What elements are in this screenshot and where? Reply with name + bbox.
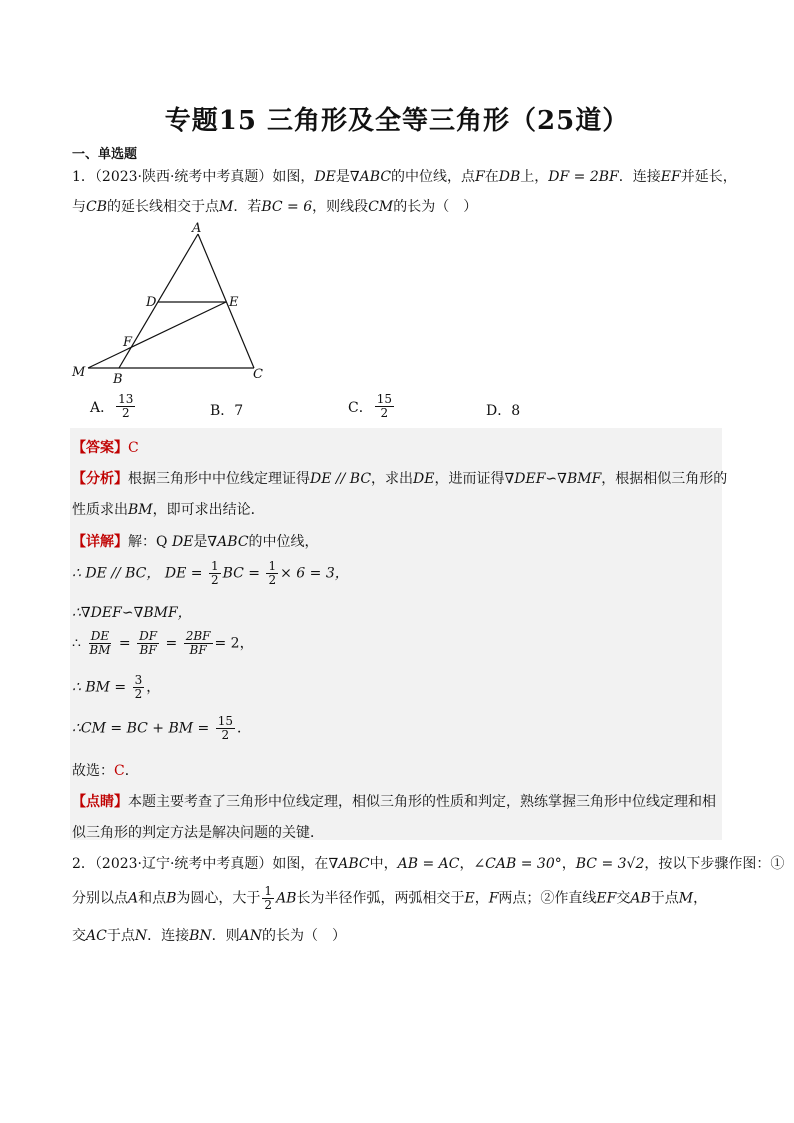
analysis-tag: 【分析】 [72, 471, 128, 487]
text: ， [459, 856, 474, 872]
choice-b [210, 400, 243, 420]
denominator: 2 [121, 406, 130, 420]
math: ∴ DE // BC， [72, 565, 161, 582]
numerator: 3 [134, 673, 143, 687]
analysis-line-2 [72, 499, 265, 519]
math: DE // BC [310, 471, 372, 487]
denominator: BF [189, 643, 207, 657]
detail-line-5 [72, 674, 160, 701]
fraction [209, 560, 221, 587]
answer-line [72, 437, 139, 457]
math: ， [146, 679, 161, 696]
fraction [375, 393, 394, 420]
text: 中， [369, 856, 398, 872]
math: EF [596, 890, 617, 907]
segment-me [88, 302, 226, 368]
detail-tag: 【详解】 [72, 534, 128, 550]
fraction [87, 630, 112, 657]
text: 上， [520, 169, 549, 185]
numerator: 1 [264, 884, 273, 898]
text: 是 [193, 534, 208, 550]
text: 并延长， [680, 169, 737, 185]
fraction [216, 715, 235, 742]
text: 分别以点 [72, 890, 128, 907]
fraction [133, 674, 145, 701]
fraction [262, 885, 274, 912]
label-m: M [72, 365, 86, 380]
denominator: BF [139, 643, 157, 657]
text: 的中位线，点 [391, 169, 476, 185]
fraction [266, 560, 278, 587]
math: F [475, 169, 485, 185]
label-c: C [253, 367, 263, 382]
section-heading: 一、单选题 [72, 147, 138, 162]
detail-line-3: ∴∇DEF∽∇BMF， [72, 605, 192, 621]
choice-label: D．8 [486, 403, 521, 419]
math: AB [630, 890, 651, 907]
text: ， [561, 856, 576, 872]
text: ， [693, 890, 708, 907]
math: CB [86, 199, 107, 215]
text: 交 [72, 928, 86, 944]
fraction [184, 630, 213, 657]
math: M [678, 890, 694, 907]
text: 是 [335, 169, 350, 185]
math: ∇ABC [328, 856, 370, 872]
choice-label: B．7 [210, 403, 244, 419]
denominator: 2 [380, 406, 389, 420]
math: M [219, 199, 234, 215]
math: ∴CM = BC + BM = [72, 720, 210, 737]
choice-a [90, 393, 137, 420]
math: ∇ABC [349, 169, 392, 185]
text: ．连接 [618, 169, 661, 185]
math: × 6 = 3， [280, 565, 349, 582]
math: Q [156, 534, 168, 550]
denominator: 2 [210, 573, 219, 587]
text: 长为半径作弧，两弧相交于 [296, 890, 465, 907]
math: B [166, 890, 177, 907]
math: = 2， [214, 635, 254, 652]
comment-line-2: 似三角形的判定方法是解决问题的关键． [72, 825, 324, 841]
label-b: B [113, 372, 123, 387]
fraction [116, 393, 135, 420]
q1-text-line-2 [72, 196, 477, 216]
numerator: DF [139, 629, 158, 643]
math: AN [239, 928, 262, 944]
fraction [137, 630, 159, 657]
text: 故选： [72, 763, 114, 779]
text: 交 [616, 890, 631, 907]
choice-c [348, 393, 396, 420]
numerator: 1 [268, 559, 277, 573]
text: 的中位线， [248, 534, 319, 550]
text: ，进而证得 [434, 471, 505, 487]
text: 的长为（ ） [393, 199, 478, 215]
text: ，求出 [371, 471, 414, 487]
numerator: 13 [118, 392, 134, 406]
text: ．则 [211, 928, 240, 944]
text: 本题主要考查了三角形中位线定理，相似三角形的性质和判定，熟练掌握三角形中位线定理和相 [128, 794, 716, 810]
text: 性质求出 [72, 502, 128, 518]
math: DE [314, 169, 336, 185]
numerator: 15 [217, 714, 234, 728]
math: A [128, 890, 139, 907]
math: F [488, 890, 499, 907]
text: 与 [72, 199, 86, 215]
math: DB [498, 169, 521, 185]
denominator: BM [89, 643, 111, 657]
label-d: D [146, 295, 157, 310]
denominator: 2 [268, 573, 277, 587]
text: 2．（2023·辽宁·统考中考真题）如图，在 [72, 856, 329, 872]
choice-label: A． [90, 399, 115, 416]
math: BM [128, 502, 153, 518]
math: BN [189, 928, 212, 944]
text: ，根据相似三角形的 [601, 471, 728, 487]
text: 的延长线相交于点 [107, 199, 219, 215]
text: ．若 [233, 199, 262, 215]
math: DE [171, 534, 194, 550]
detail-line-2 [72, 560, 349, 587]
q2-text-line-1 [72, 853, 784, 873]
choice-label: C． [348, 399, 373, 416]
q2-text-line-3 [72, 925, 346, 945]
text: 解： [128, 534, 156, 550]
detail-line-6 [72, 715, 251, 742]
detail-line-4: ∴ $\frac{DE}{BM}$ = $\frac{DF}{BF}$ = $\frac{2BF}{BF}$ = 2， [72, 629, 254, 657]
q1-text-line-1 [72, 166, 737, 186]
text: ，则线段 [312, 199, 369, 215]
text: 1．（2023·陕西·统考中考真题）如图， [72, 169, 315, 185]
denominator: 2 [134, 687, 143, 701]
math: AB [276, 890, 297, 907]
math: ∇DEF∽∇BMF [504, 471, 602, 487]
math: DE = [164, 565, 203, 582]
label-f: F [123, 335, 133, 350]
math: BC = [222, 565, 261, 582]
text: 于点 [650, 890, 679, 907]
numerator: 1 [210, 559, 219, 573]
math: ∴ BM = [72, 679, 127, 696]
math: N [134, 928, 148, 944]
label-e: E [229, 295, 239, 310]
math: AC [86, 928, 107, 944]
math: ∇ABC [207, 534, 249, 550]
answer-tag: 【答案】 [72, 440, 128, 456]
detail-line-1 [72, 531, 319, 551]
math: E [464, 890, 475, 907]
text: 和点 [138, 890, 167, 907]
text: ．连接 [147, 928, 190, 944]
triangle-figure [66, 218, 276, 388]
page-title: 专题15 三角形及全等三角形（25道） [164, 106, 630, 136]
math: EF [660, 169, 681, 185]
comment-line-1 [72, 791, 716, 811]
text: 根据三角形中中位线定理证得 [128, 471, 310, 487]
math: ． [237, 720, 252, 737]
math: AB = AC [397, 856, 460, 872]
segment-ac [198, 234, 254, 368]
math: DF = 2BF [548, 169, 619, 185]
denominator: 2 [264, 898, 273, 912]
answer-value: C [114, 763, 125, 779]
text: 为圆心，大于 [176, 890, 261, 907]
choice-result-line [72, 760, 139, 780]
numerator: 2BF [185, 629, 211, 643]
q2-text-line-2 [72, 885, 707, 912]
choice-d [486, 400, 520, 420]
math: DE [413, 471, 435, 487]
math: BC = 6 [261, 199, 313, 215]
text: ，即可求出结论． [152, 502, 265, 518]
numerator: 15 [376, 392, 392, 406]
math: ∠CAB = 30° [473, 856, 562, 872]
analysis-line-1 [72, 468, 727, 488]
text: 在 [484, 169, 499, 185]
text: 于点 [106, 928, 135, 944]
math: BC = 3√2 [575, 856, 645, 872]
numerator: DE [90, 629, 110, 643]
text: ， [474, 890, 489, 907]
denominator: 2 [221, 728, 230, 742]
text: 的长为（ ） [262, 928, 346, 944]
text: 两点；②作直线 [498, 890, 597, 907]
math: CM [368, 199, 394, 215]
math: ∴ [72, 635, 81, 652]
text: ． [124, 763, 139, 779]
answer-value: C [128, 440, 139, 456]
text: ，按以下步骤作图：① [644, 856, 785, 872]
comment-tag: 【点睛】 [72, 794, 128, 810]
label-a: A [192, 221, 202, 236]
